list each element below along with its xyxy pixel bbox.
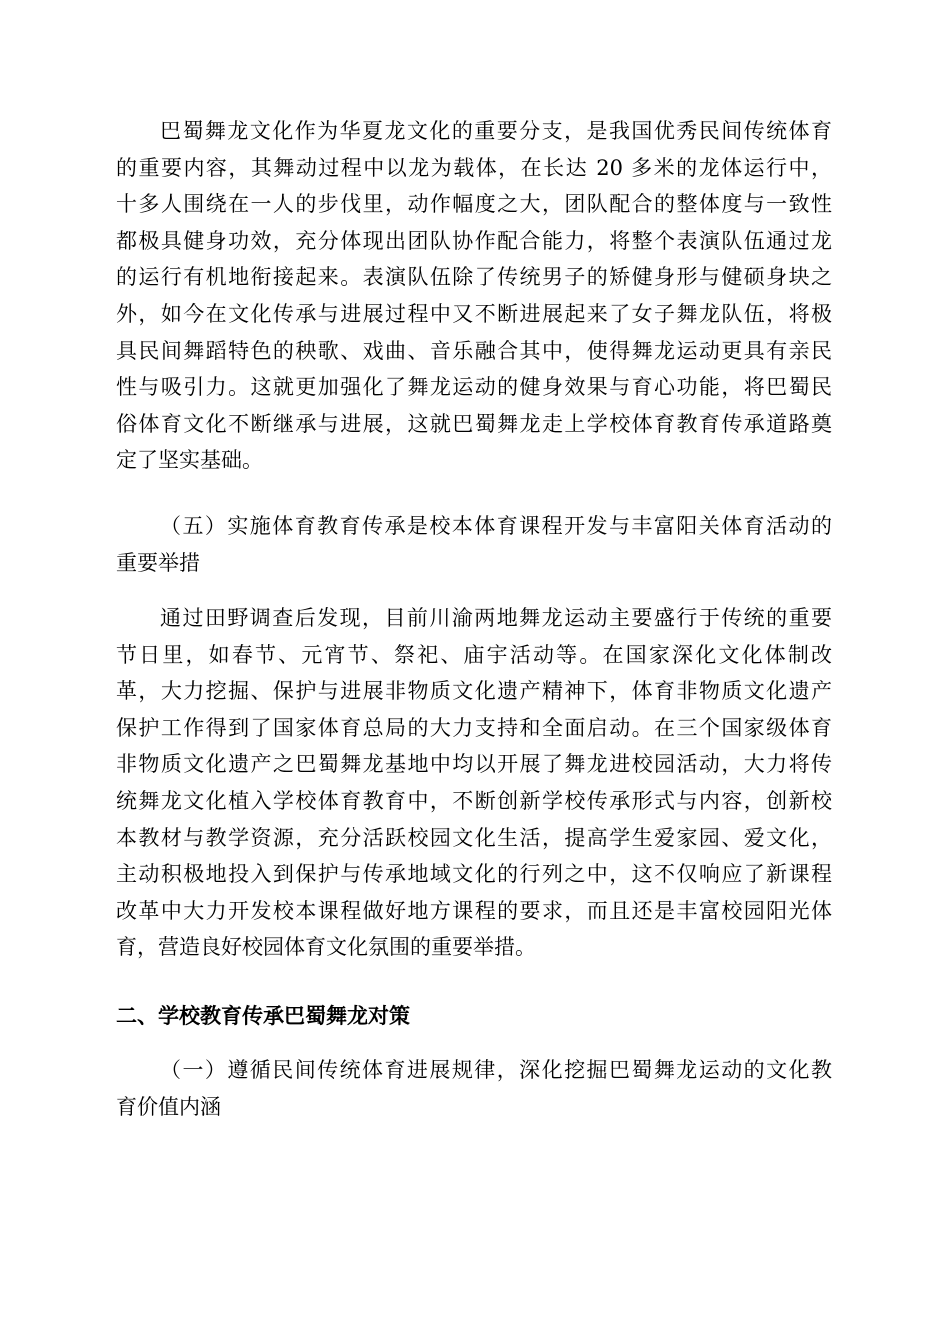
paragraph-line: 本教材与教学资源，充分活跃校园文化生活，提高学生爱家园、爱文化， — [116, 825, 832, 850]
subheading-line: （一）遵循民间传统体育进展规律，深化挖掘巴蜀舞龙运动的文化教 — [160, 1058, 832, 1082]
subheading-line: （五）实施体育教育传承是校本体育课程开发与丰富阳关体育活动的 — [160, 514, 832, 538]
paragraph-line: 改革中大力开发校本课程做好地方课程的要求，而且还是丰富校园阳光体 — [116, 898, 832, 923]
paragraph-line: 俗体育文化不断继承与进展，这就巴蜀舞龙走上学校体育教育传承道路奠 — [116, 411, 832, 436]
paragraph-line: 育，营造良好校园体育文化氛围的重要举措。 — [116, 935, 536, 960]
paragraph-line: 巴蜀舞龙文化作为华夏龙文化的重要分支，是我国优秀民间传统体育 — [160, 119, 832, 143]
paragraph-line: 主动积极地投入到保护与传承地域文化的行列之中，这不仅响应了新课程 — [116, 862, 832, 887]
subheading-line: 育价值内涵 — [116, 1094, 221, 1119]
subheading-one — [116, 1052, 832, 1125]
paragraph-line: 的重要内容，其舞动过程中以龙为载体，在长达 20 多米的龙体运行中， — [116, 155, 832, 180]
paragraph-line: 统舞龙文化植入学校体育教育中，不断创新学校传承形式与内容，创新校 — [116, 788, 832, 813]
paragraph-line: 具民间舞蹈特色的秧歌、戏曲、音乐融合其中，使得舞龙运动更具有亲民 — [116, 338, 832, 363]
paragraph-line: 定了坚实基础。 — [116, 448, 263, 473]
paragraph-line: 节日里，如春节、元宵节、祭祀、庙宇活动等。在国家深化文化体制改 — [116, 642, 832, 667]
subheading-five — [116, 508, 832, 581]
paragraph-line: 十多人围绕在一人的步伐里，动作幅度之大，团队配合的整体度与一致性 — [116, 192, 832, 217]
section-two-heading — [116, 998, 832, 1034]
paragraph-bashu-dragon-culture — [116, 113, 832, 479]
paragraph-line: 保护工作得到了国家体育总局的大力支持和全面启动。在三个国家级体育 — [116, 715, 832, 740]
section-heading: 二、学校教育传承巴蜀舞龙对策 — [116, 1004, 410, 1028]
paragraph-line: 都极具健身功效，充分体现出团队协作配合能力，将整个表演队伍通过龙 — [116, 228, 832, 253]
paragraph-line: 非物质文化遗产之巴蜀舞龙基地中均以开展了舞龙进校园活动，大力将传 — [116, 752, 832, 777]
paragraph-field-survey — [116, 600, 832, 966]
paragraph-line: 性与吸引力。这就更加强化了舞龙运动的健身效果与育心功能，将巴蜀民 — [116, 375, 832, 400]
paragraph-line: 通过田野调查后发现，目前川渝两地舞龙运动主要盛行于传统的重要 — [160, 606, 832, 630]
paragraph-line: 的运行有机地衔接起来。表演队伍除了传统男子的矫健身形与健硕身块之 — [116, 265, 832, 290]
subheading-line: 重要举措 — [116, 550, 200, 575]
paragraph-line: 革，大力挖掘、保护与进展非物质文化遗产精神下，体育非物质文化遗产 — [116, 679, 832, 704]
paragraph-line: 外，如今在文化传承与进展过程中又不断进展起来了女子舞龙队伍，将极 — [116, 301, 832, 326]
